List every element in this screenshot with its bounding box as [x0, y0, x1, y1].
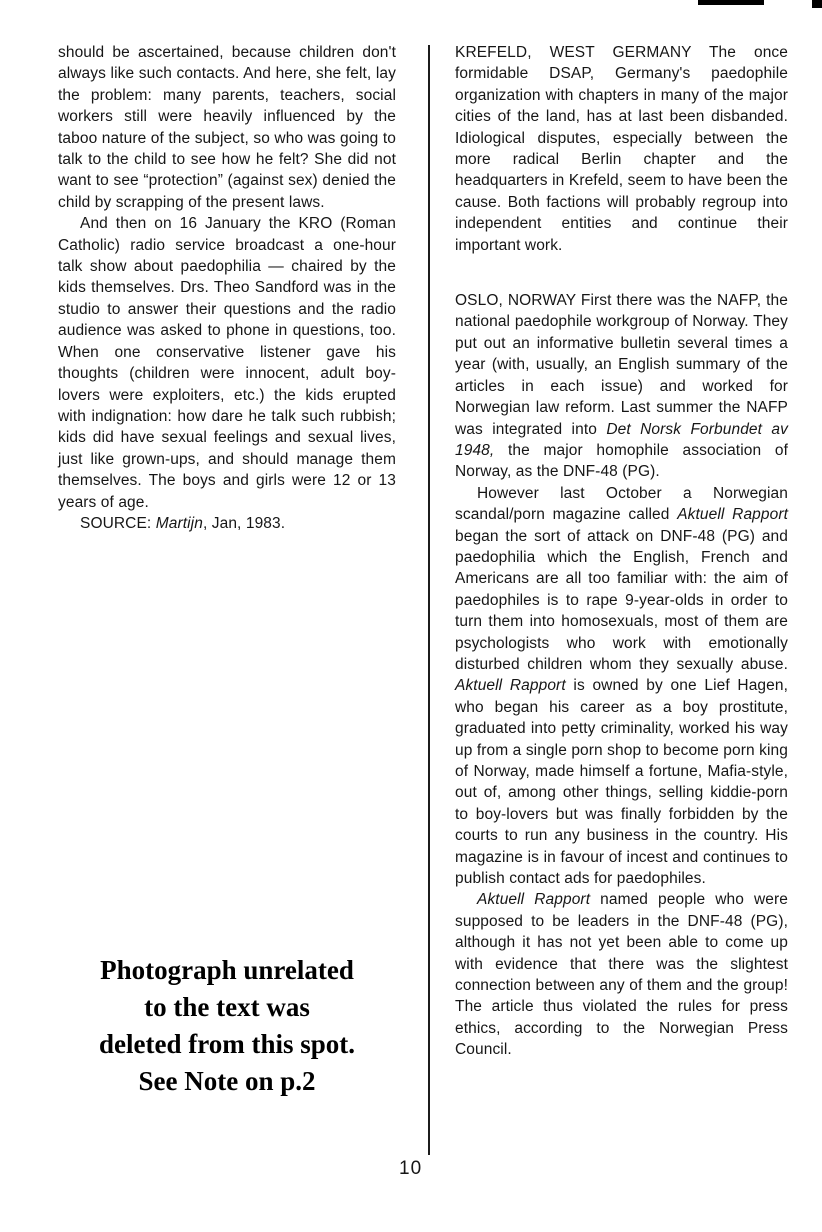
text-run: , Jan, 1983. — [202, 514, 286, 532]
right-column — [455, 42, 788, 1061]
notice-line: See Note on p.2 — [138, 1066, 316, 1096]
text-run: should be ascertained, because children don't always like such contacts. And here, she felt, lay the problem: many parents, teachers, social workers still were heavily influenced by the taboo nature of the subject, so who was going to talk to the child to see how he felt? She did not want to see “protection” (against sex) denied the child by scrapping of the present laws. — [58, 44, 396, 211]
oslo-paragraph — [455, 290, 788, 483]
text-run: SOURCE: — [80, 514, 156, 532]
text-run: is owned by one Lief Hagen, who began his career as a boy prostitute, graduated into petty criminality, worked his way up from a single porn shop to become porn king of Norway, made himself a fortune, Mafia-style, out of, among other things, selling kiddie-porn to boy-lovers but was finally forbidden by the courts to run any business in the country. His magazine is in favour of incest and continues to publish contact ads for paedophiles. — [455, 677, 788, 888]
italic-text-run: Martijn — [155, 514, 203, 532]
aktuell-rapport-paragraph — [455, 483, 788, 890]
notice-line: to the text was — [144, 992, 310, 1022]
text-run: And then on 16 January the KRO (Roman Catholic) radio service broadcast a one-hour talk show about paedophilia — chaired by the kids themselves. Drs. Theo Sandford was in the studio to answer their questions and the radio audience was asked to phone in questions, too. When one conservative listener gave his thoughts (children were innocent, adult boy-lovers were exploiters, etc.) the kids erupted with indignation: how dare he talk such rubbish; kids did have sexual feelings and sexual lives, just like grown-ups, and should manage them themselves. The boys and girls were 12 or 13 years of age. — [58, 215, 396, 511]
italic-text-run: Det Norsk Forbundet av 1948, — [455, 420, 788, 459]
notice-line: Photograph unrelated — [100, 955, 354, 985]
text-run: However last October a Norwegian scandal/porn magazine called — [455, 484, 788, 524]
notice-line: deleted from this spot. — [99, 1029, 355, 1059]
top-edge-bar — [698, 0, 764, 5]
column-divider-rule — [428, 45, 430, 1155]
text-run: the major homophile association of Norway, as the DNF-48 (PG). — [455, 441, 788, 481]
text-run: KREFELD, WEST GERMANY The once formidable DSAP, Germany's paedophile organization with chapters in many of the major cities of the land, has at last been disbanded. Idiological disputes, especially between the more radical Berlin chapter and the headquarters in Krefeld, seem to have been the cause. Both factions will probably regroup into independent entities and continue their important work. — [455, 44, 788, 254]
text-run: named people who were supposed to be leaders in the DNF-48 (PG), although it has not yet been able to come up with evidence that there was the slightest connection between any of them and the group! The article thus violated the rules for press ethics, according to the Norwegian Press Council. — [455, 891, 788, 1059]
press-council-paragraph — [455, 889, 788, 1060]
corner-scan-mark — [812, 0, 822, 8]
italic-text-run: Aktuell Rapport — [677, 506, 788, 524]
continuation-paragraph — [58, 42, 396, 213]
krefeld-paragraph — [455, 42, 788, 256]
photo-deleted-notice — [58, 952, 396, 1100]
page-number: 10 — [399, 1158, 423, 1179]
source-line — [58, 513, 396, 534]
text-run: began the sort of attack on DNF-48 (PG) and paedophilia which the English, French and Americans are all too familiar with: the aim of paedophiles is to rape 9-year-olds in order to turn them into homosexuals, most of them are psychologists who work with emotionally disturbed children whom they sexually abuse. — [455, 527, 788, 673]
italic-text-run: Aktuell Rapport — [455, 677, 566, 695]
italic-text-run: Aktuell Rapport — [477, 891, 591, 909]
left-column — [58, 42, 396, 534]
kro-broadcast-paragraph — [58, 213, 396, 513]
text-run: OSLO, NORWAY First there was the NAFP, the national paedophile workgroup of Norway. They put out an informative bulletin several times a year (with, usually, an English summary of the articles in each issue) and worked for Norwegian law reform. Last summer the NAFP was integrated into — [455, 292, 788, 438]
